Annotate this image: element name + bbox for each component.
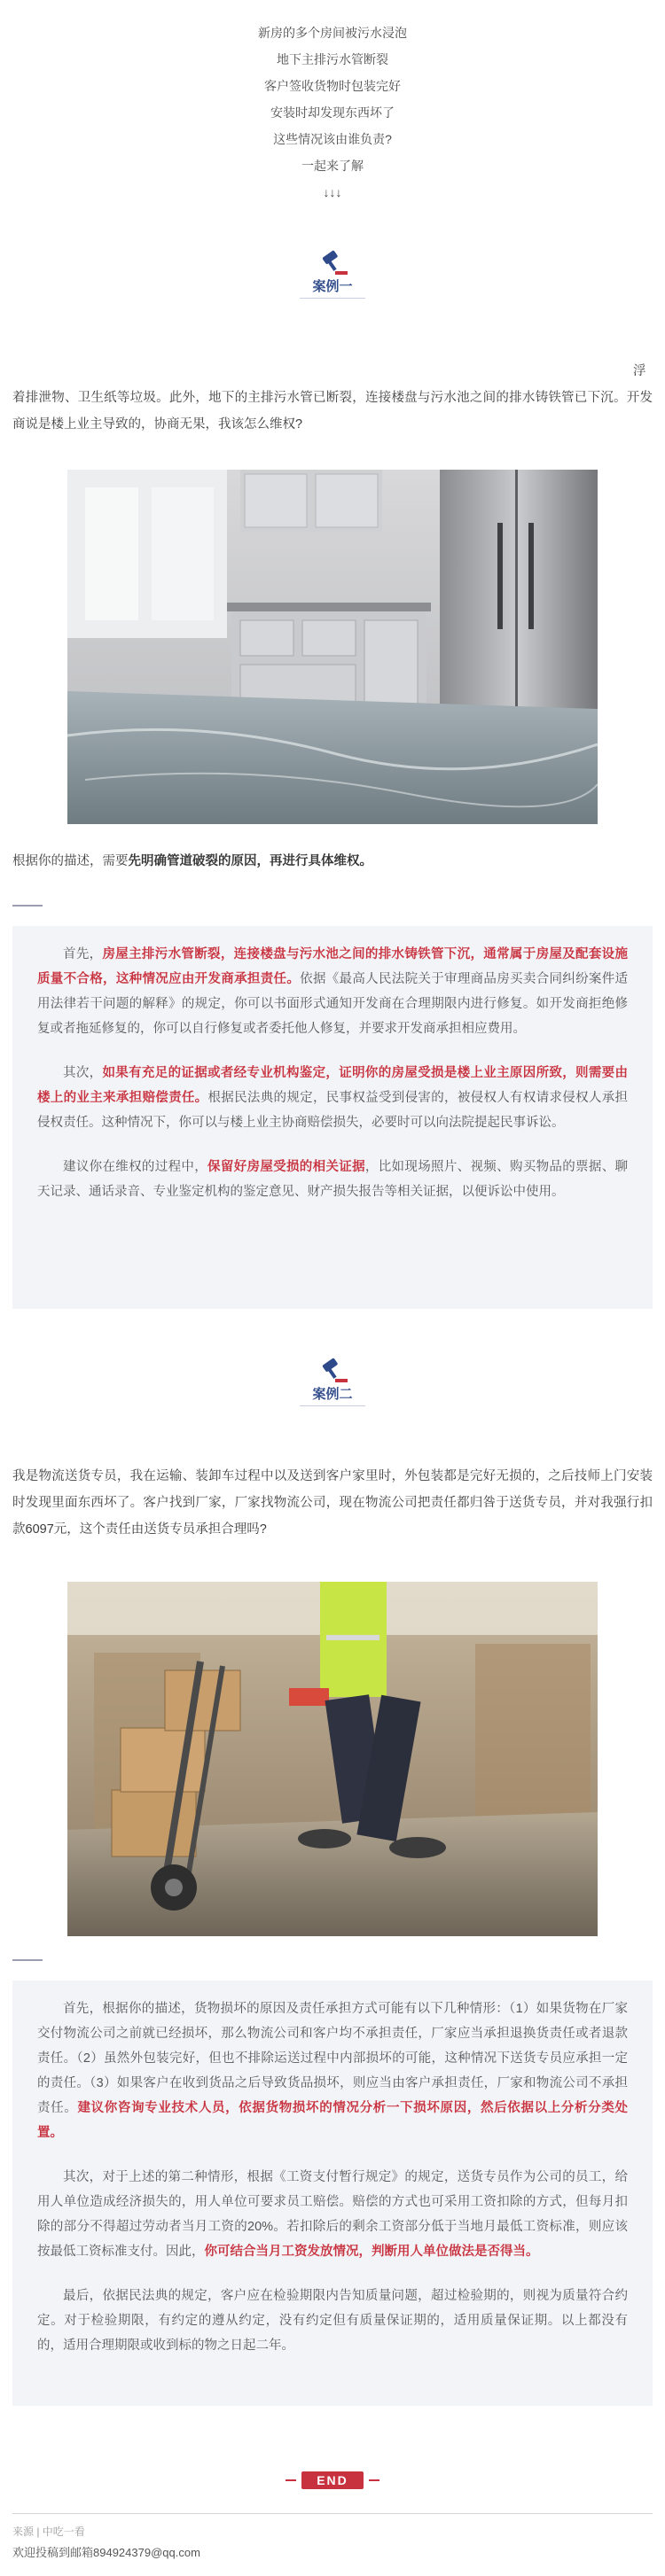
divider xyxy=(12,1959,43,1961)
end-marker xyxy=(286,2471,379,2489)
intro-block xyxy=(0,19,665,206)
case1-header xyxy=(266,250,399,299)
case2-answer-para-3: 最后，依据民法典的规定，客户应在检验期限内告知质量问题，超过检验期的，则视为质量符合约定。对于检验期限，有约定的遵从约定，没有约定但有质量保证期的，适用质量保证期。以上都没有的，适用合理期限或收到标的物之日起二年。 xyxy=(37,2289,628,2353)
warehouse-handtruck-photo xyxy=(67,1582,598,1936)
divider xyxy=(12,905,43,907)
case2-header xyxy=(266,1358,399,1406)
case1-question: 着排泄物、卫生纸等垃圾。此外，地下的主排污水管已断裂，连接楼盘与污水池之间的排水铸铁管已下沉。开发商说是楼上业主导致的，协商无果，我该怎么维权? xyxy=(12,391,653,432)
case1-lead-char: 浮 xyxy=(633,364,646,378)
intro-line: 客户签收货物时包装完好 xyxy=(264,79,401,93)
case1-title: 案例一 xyxy=(300,276,364,299)
case2-title: 案例二 xyxy=(300,1384,364,1406)
intro-line: 新房的多个房间被污水浸泡 xyxy=(258,26,407,40)
case1-answer-para-2: 其次，如果有充足的证据或者经专业机构鉴定，证明你的房屋受损是楼上业主原因所致，则需要由楼上的业主来承担赔偿责任。根据民法典的规定，民事权益受到侵害的，被侵权人有权请求侵权人承担侵权责任。这种情况下，你可以与楼上业主协商赔偿损失，必要时可以向法院提起民事诉讼。 xyxy=(37,1066,629,1130)
case2-question: 我是物流送货专员，我在运输、装卸车过程中以及送到客户家里时，外包装都是完好无损的，之后技师上门安装时发现里面东西坏了。客户找到厂家，厂家找物流公司，现在物流公司把责任都归咎于送货专员，并对我强行扣款6097元，这个责任由送货专员承担合理吗? xyxy=(12,1469,653,1537)
gavel-icon xyxy=(317,1358,348,1384)
intro-arrows: ↓↓↓ xyxy=(323,185,342,199)
case2-answer-para-1: 首先，根据你的描述，货物损坏的原因及责任承担方式可能有以下几种情形：（1）如果货物在厂家交付物流公司之前就已经损坏，那么物流公司和客户均不承担责任，厂家应当承担退换货责任或者退款责任。（2）虽然外包装完好，但也不排除运送过程中内部损坏的可能，这种情况下送货专员应承担一定的责任。（3）如果客户在收到货品之后导致货品损坏，则应当由客户承担责任，厂家和物流公司不承担责任。建议你咨询专业技术人员，依据货物损坏的情况分析一下损坏原因，然后依据以上分析分类处置。 xyxy=(37,2002,629,2140)
kitchen-flood-photo xyxy=(67,470,598,824)
footer-divider xyxy=(12,2513,653,2514)
case1-answer-intro-bold: 先明确管道破裂的原因，再进行具体维权。 xyxy=(128,854,372,868)
intro-line: 安装时却发现东西坏了 xyxy=(270,105,395,120)
case1-answer-para-3: 建议你在维权的过程中，保留好房屋受损的相关证据，比如现场照片、视频、购买物品的票据、聊天记录、通话录音、专业鉴定机构的鉴定意见、财产损失报告等相关证据，以便诉讼中使用。 xyxy=(37,1160,629,1199)
case1-answer-para-1: 首先，房屋主排污水管断裂，连接楼盘与污水池之间的排水铸铁管下沉，通常属于房屋及配套设施质量不合格，这种情况应由开发商承担责任。依据《最高人民法院关于审理商品房买卖合同纠纷案件适用法律若干问题的解释》的规定，你可以书面形式通知开发商在合理期限内进行修复。如开发商拒绝修复或者拖延修复的，你可以自行修复或者委托他人修复，并要求开发商承担相应费用。 xyxy=(37,947,629,1036)
case1-answer-box xyxy=(12,926,653,1309)
gavel-icon xyxy=(317,250,348,276)
case1-answer-intro-text: 根据你的描述，需要 xyxy=(12,854,129,868)
case1-answer-intro xyxy=(12,848,653,875)
case2-answer-box xyxy=(12,1981,653,2406)
end-badge: END xyxy=(301,2471,364,2489)
end-left-dash xyxy=(286,2479,296,2481)
end-right-dash xyxy=(369,2479,379,2481)
footer-email: 欢迎投稿到邮箱894924379@qq.com xyxy=(12,2546,200,2559)
footer-source: 来源 | 中吃一看 xyxy=(12,2525,85,2538)
intro-line: 一起来了解 xyxy=(301,159,364,173)
intro-line: 地下主排污水管断裂 xyxy=(277,52,388,66)
intro-line: 这些情况该由谁负责? xyxy=(273,132,392,146)
case2-answer-para-2: 其次，对于上述的第二种情形，根据《工资支付暂行规定》的规定，送货专员作为公司的员工，给用人单位造成经济损失的，用人单位可要求员工赔偿。赔偿的方式也可采用工资扣除的方式，但每月扣除的部分不得超过劳动者当月工资的20%。若扣除后的剩余工资部分低于当地月最低工资标准，则应该按最低工资标准支付。因此，你可结合当月工资发放情况，判断用人单位做法是否得当。 xyxy=(37,2170,628,2259)
